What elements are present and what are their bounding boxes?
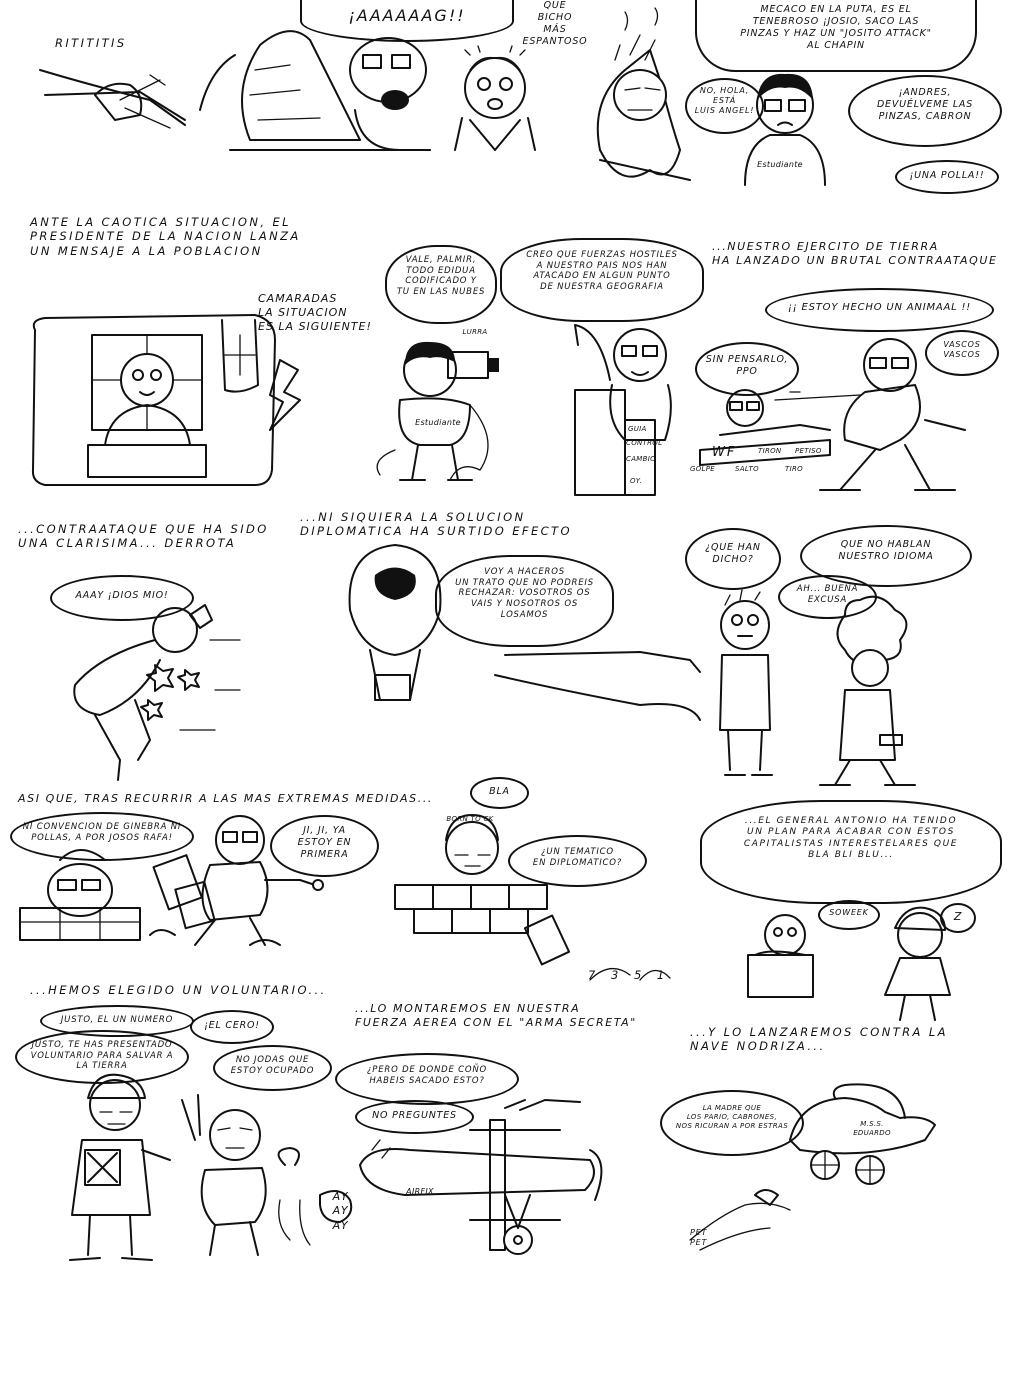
bla-text: BLA <box>489 786 510 797</box>
bubble-vascos <box>925 330 999 376</box>
pet-text: PET PET <box>690 1228 708 1247</box>
bubble-sin-pensarlo <box>695 342 799 396</box>
wf-label: WF <box>712 445 737 460</box>
caption-diplomatic: ...NI SIQUIERA LA SOLUCION DIPLOMATICA HA SURTIDO EFECTO <box>300 510 572 539</box>
buena-excusa-text: AH... BUENA EXCUSA <box>796 584 859 605</box>
aaay-text: AAAY ¡DIOS MIO! <box>75 590 169 601</box>
panel-volunteer <box>70 1075 351 1260</box>
bubble-pero-de-donde <box>335 1053 519 1105</box>
bubble-pram <box>660 1090 804 1156</box>
plane-label: AIRFIX <box>406 1187 434 1196</box>
sfx-scissors: RITITITIS <box>55 36 127 50</box>
bubble-estoy-hecho <box>765 288 994 332</box>
weapon-label: TIRO <box>785 465 803 473</box>
panel-defeat <box>74 605 240 780</box>
tv-speech: CAMARADAS LA SITUACION ES LA SIGUIENTE! <box>258 292 372 333</box>
panel-tv-president <box>33 315 300 485</box>
vascos-text: VASCOS VASCOS <box>943 340 981 359</box>
bicho-text: QUE BICHO MÁS ESPANTOSO <box>522 0 588 47</box>
bubble-aaay <box>50 575 194 621</box>
vale-palmir-text: VALE, PALMIR, TODO EDIDUA CODIFICADO Y TU EN LAS NUBES <box>396 255 486 297</box>
el-cero-text: ¡EL CERO! <box>204 1020 260 1031</box>
trato-text: VOY A HACEROS UN TRATO QUE NO PODREIS RECHAZAR: VOSOTROS OS VAIS Y NOSOTROS OS LOSAMOS <box>455 567 594 620</box>
no-jodas-text: NO JODAS QUE ESTOY OCUPADO <box>230 1055 315 1076</box>
justo-text: JUSTO, EL UN NUMERO <box>60 1015 174 1025</box>
cam-label: LURRA <box>462 328 488 336</box>
bubble-una-polla <box>895 160 999 194</box>
caption-mothership: ...Y LO LANZAREMOS CONTRA LA NAVE NODRIZA... <box>690 1025 948 1054</box>
ay-text: AY AY AY <box>332 1190 349 1232</box>
bubble-general <box>700 800 1002 904</box>
helmet-label: BORN TO CK <box>446 815 494 823</box>
general-text: ...EL GENERAL ANTONIO HA TENIDO UN PLAN PARA ACABAR CON ESTOS CAPITALISTAS INTERESTELARES QUE BLA BLI BLU... <box>743 816 959 860</box>
sin-pensarlo-text: SIN PENSARLO, PPO <box>705 354 789 377</box>
shirt-label-1: Estudiante <box>757 160 803 169</box>
pero-de-donde-text: ¿PERO DE DONDE COÑO HABEIS SACADO ESTO? <box>366 1065 487 1086</box>
scream-text: ¡AAAAAAG!! <box>348 6 466 25</box>
bubble-que-han-dicho <box>685 528 781 590</box>
panel-bicho <box>455 46 535 150</box>
bubble-el-cero <box>190 1010 274 1044</box>
panel-scissors <box>40 70 185 128</box>
caption-counterattack: ...NUESTRO EJERCITO DE TIERRA HA LANZADO UN BRUTAL CONTRAATAQUE <box>712 240 998 267</box>
weapon-label: SALTO <box>735 465 759 473</box>
podium-label: CAMBIO <box>626 455 656 463</box>
podium-label: GUIA <box>628 425 647 433</box>
bubble-no-jodas <box>213 1045 332 1091</box>
podium-label: CONTROL <box>626 439 663 447</box>
panel-language <box>720 590 915 785</box>
una-polla-text: ¡UNA POLLA!! <box>909 170 985 181</box>
que-han-dicho-text: ¿QUE HAN DICHO? <box>705 542 761 565</box>
weapon-label: PETISO <box>795 447 822 455</box>
soweek-text: SOWEEK <box>829 908 869 917</box>
bubble-zzz <box>940 903 976 933</box>
panel-podium-speech <box>575 325 671 495</box>
convencion-text: NI CONVENCION DE GINEBRA NI POLLAS, A POR JOSOS RAFA! <box>22 822 182 843</box>
bubble-no-hola <box>685 78 764 134</box>
weapon-label: TIRON <box>758 447 782 455</box>
no-hola-text: NO, HOLA, ESTÁ LUIS ANGEL! <box>694 86 755 115</box>
bubble-vale-palmir <box>385 245 497 324</box>
panel-cameraman <box>377 342 499 480</box>
caption-defeat: ...CONTRAATAQUE QUE HA SIDO UNA CLARISIMA... DERROTA <box>18 522 269 551</box>
bubble-fuerzas <box>500 238 704 322</box>
voluntario-text: JUSTO, TE HAS PRESENTADO VOLUNTARIO PARA SALVAR A LA TIERRA <box>30 1040 174 1072</box>
caption-volunteer: ...HEMOS ELEGIDO UN VOLUNTARIO... <box>30 983 327 997</box>
bubble-mecaco <box>695 0 977 72</box>
bubble-andres <box>848 75 1002 147</box>
panel-wall-diplomat <box>395 815 670 980</box>
bubble-ji-ji <box>270 815 379 877</box>
mecaco-text: MECACO EN LA PUTA, ES EL TENEBROSO ¡JOSIO, SACO LAS PINZAS Y HAZ UN "JOSITO ATTACK" AL CHAPIN <box>740 4 932 51</box>
zzz-text: Z <box>953 910 963 923</box>
onomatopoeia: 7 3 5 1 <box>588 968 671 982</box>
panel-scream <box>200 31 430 150</box>
pram-speech-text: LA MADRE QUE LOS PARIO, CABRONES, NOS RICURAN A POR ESTRAS <box>675 1104 789 1130</box>
bubble-voluntario <box>15 1030 189 1084</box>
bubble-no-preguntes <box>355 1100 474 1134</box>
bubble-scream <box>300 0 514 42</box>
shirt-label-2: Estudiante <box>415 418 461 427</box>
panel-mecaco-tenebroso <box>598 8 690 180</box>
caption-extreme: ASI QUE, TRAS RECURRIR A LAS MAS EXTREMAS MEDIDAS... <box>18 792 434 805</box>
caption-airforce: ...LO MONTAREMOS EN NUESTRA FUERZA AEREA CON EL "ARMA SECRETA" <box>355 1002 637 1029</box>
ji-ji-text: JI, JI, YA ESTOY EN PRIMERA <box>297 825 352 860</box>
bubble-buena-excusa <box>778 575 877 619</box>
andres-text: ¡ANDRES, DEVUÉLVEME LAS PINZAS, CABRON <box>876 87 974 122</box>
estoy-hecho-text: ¡¡ ESTOY HECHO UN ANIMAAL !! <box>787 302 972 313</box>
fuerzas-text: CREO QUE FUERZAS HOSTILES A NUESTRO PAIS NOS HAN ATACADO EN ALGUN PUNTO DE NUESTRA GEOGRAFIA <box>526 250 678 292</box>
no-hablan-text: QUE NO HABLAN NUESTRO IDIOMA <box>838 539 934 562</box>
bubble-tematica <box>508 835 647 887</box>
caption-president: ANTE LA CAOTICA SITUACION, EL PRESIDENTE DE LA NACION LANZA UN MENSAJE A LA POBLACION <box>30 215 301 258</box>
bubble-convencion <box>10 812 194 861</box>
bubble-trato <box>435 555 614 647</box>
bubble-bla <box>470 777 529 809</box>
podium-label: OY. <box>630 477 643 485</box>
weapon-label: GOLPE <box>690 465 715 473</box>
pram-label: M.S.S. EDUARDO <box>853 1120 891 1137</box>
tematica-text: ¿UN TEMATICO EN DIPLOMATICO? <box>532 847 623 868</box>
no-preguntes-text: NO PREGUNTES <box>372 1110 457 1121</box>
bubble-soweek <box>818 900 880 930</box>
